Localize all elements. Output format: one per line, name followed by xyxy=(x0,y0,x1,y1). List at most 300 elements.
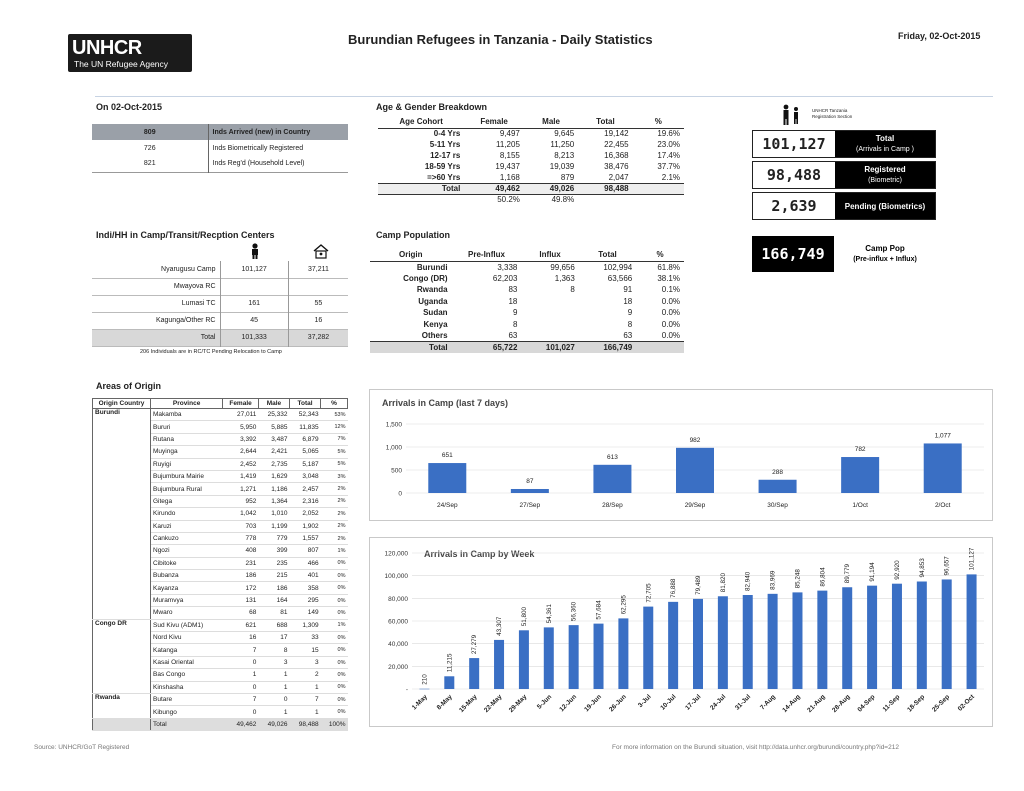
centers-title: Indi/HH in Camp/Transit/Recption Centers xyxy=(96,230,275,240)
area-male: 81 xyxy=(258,607,289,619)
report-date: Friday, 02-Oct-2015 xyxy=(898,31,981,41)
col-age-cohort: Age Cohort xyxy=(378,116,464,128)
area-pct: 12% xyxy=(321,421,348,433)
area-pct: 0% xyxy=(321,706,348,718)
area-female: 0 xyxy=(223,706,259,718)
age-cell xyxy=(633,194,684,205)
summary-label: Inds Reg'd (Household Level) xyxy=(212,160,305,168)
age-cell: 5-11 Yrs xyxy=(429,140,461,149)
summary-value: 726 xyxy=(92,140,208,156)
bar xyxy=(892,584,902,689)
age-cell: 49,026 xyxy=(524,183,578,194)
area-total: 1,902 xyxy=(290,520,321,532)
summary-label: Inds Biometrically Registered xyxy=(212,144,304,152)
center-individuals xyxy=(220,278,288,295)
area-male: 1 xyxy=(258,669,289,681)
area-pct: 0% xyxy=(321,570,348,582)
age-cell: 0-4 Yrs xyxy=(433,129,461,139)
camp-pop-cell: 0.0% xyxy=(661,319,680,329)
area-total: 1,557 xyxy=(290,532,321,544)
areas-table xyxy=(92,398,348,731)
data-label: 56,360 xyxy=(570,601,578,622)
centers-note: 206 Individuals are in RC/TC Pending Relocation to Camp xyxy=(140,349,282,355)
area-province: Muramvya xyxy=(151,594,223,606)
x-tick-label: 15-May xyxy=(458,693,479,715)
col-pct: % xyxy=(636,249,684,261)
area-male: 5,885 xyxy=(258,421,289,433)
bar xyxy=(593,465,631,493)
area-pct: 53% xyxy=(321,409,348,421)
area-female: 0 xyxy=(223,681,259,693)
age-cell xyxy=(378,194,464,205)
area-province: Muyinga xyxy=(151,446,223,458)
camp-pop-cell: Uganda xyxy=(418,296,448,306)
area-province: Cibitoke xyxy=(151,557,223,569)
camp-population-title: Camp Population xyxy=(376,230,450,240)
x-tick-label: 14-Aug xyxy=(781,693,802,714)
area-total: 3 xyxy=(290,656,321,668)
area-male: 3 xyxy=(258,656,289,668)
center-households: 37,282 xyxy=(288,329,348,346)
x-tick-label: 24-Jul xyxy=(709,693,728,712)
logo-mark: UNHCR xyxy=(72,37,142,59)
area-pct: 2% xyxy=(321,532,348,544)
area-male: 2,735 xyxy=(258,458,289,470)
bar xyxy=(759,480,797,493)
kpi-value: 101,127 xyxy=(762,135,826,153)
bar xyxy=(718,596,728,689)
x-tick-label: 31-Jul xyxy=(733,693,753,712)
camp-pop-cell: Kenya xyxy=(423,319,448,329)
area-male: 25,332 xyxy=(258,409,289,421)
area-total: 2,457 xyxy=(290,483,321,495)
kpi-sublabel: (Biometric) xyxy=(868,177,902,184)
area-female: 621 xyxy=(223,619,259,631)
camp-pop-cell: 63 xyxy=(508,331,518,340)
centers-row xyxy=(92,312,348,329)
area-pct: 2% xyxy=(321,495,348,507)
camp-pop-cell xyxy=(636,342,684,354)
age-gender-header xyxy=(378,116,684,128)
area-province: Kayanza xyxy=(151,582,223,594)
age-cell: =>60 Yrs xyxy=(427,172,461,182)
bar xyxy=(768,594,778,689)
area-male: 0 xyxy=(258,693,289,705)
x-tick-label: 10-Jul xyxy=(659,693,678,712)
area-total: 466 xyxy=(290,557,321,569)
y-tick-label: - xyxy=(405,686,408,694)
area-female: 778 xyxy=(223,532,259,544)
bar xyxy=(676,448,714,493)
area-province: Bubanza xyxy=(151,570,223,582)
camp-pop-cell: 91 xyxy=(623,285,633,295)
area-province: Bururi xyxy=(151,421,223,433)
area-total: 807 xyxy=(290,545,321,557)
col-male: Male xyxy=(258,399,289,409)
age-row xyxy=(378,128,684,139)
data-label: 94,853 xyxy=(918,558,926,578)
area-province: Rutana xyxy=(151,433,223,445)
x-tick-label: 27/Sep xyxy=(519,502,541,509)
x-tick-label: 02-Oct xyxy=(956,693,976,713)
data-label: 288 xyxy=(772,468,784,476)
summary-label: Inds Arrived (new) in Country xyxy=(208,124,348,140)
area-female: 1 xyxy=(223,669,259,681)
area-total: 3,048 xyxy=(290,470,321,482)
bar xyxy=(618,618,628,689)
camp-pop-cell: 63 xyxy=(623,331,633,340)
col-pre-influx: Pre-Influx xyxy=(452,249,522,261)
age-cell: 2,047 xyxy=(608,172,629,182)
area-total: 401 xyxy=(290,570,321,582)
age-cell: 11,205 xyxy=(496,140,520,149)
area-total-cell: 100% xyxy=(321,718,348,730)
age-cell: 50.2% xyxy=(464,194,524,205)
x-tick-label: 04-Sep xyxy=(856,693,877,714)
area-female: 186 xyxy=(223,570,259,582)
camp-pop-cell xyxy=(521,319,578,331)
col-female: Female xyxy=(223,399,259,409)
center-individuals: 45 xyxy=(220,312,288,329)
area-male: 1,629 xyxy=(258,470,289,482)
bar xyxy=(494,640,504,689)
area-total: 2 xyxy=(290,669,321,681)
chart-by-week xyxy=(369,537,993,727)
area-female: 16 xyxy=(223,632,259,644)
data-label: 87 xyxy=(526,477,534,485)
data-label: 51,800 xyxy=(520,607,528,627)
household-icon xyxy=(312,243,330,259)
summary-row xyxy=(92,140,348,156)
kpi-sublabel: (Arrivals in Camp ) xyxy=(856,146,914,153)
area-female: 952 xyxy=(223,495,259,507)
area-male: 1,010 xyxy=(258,508,289,520)
areas-header xyxy=(93,399,348,409)
area-province: Bujumbura Mairie xyxy=(151,470,223,482)
area-province: Cankuzo xyxy=(151,532,223,544)
kpi-total-arrivals xyxy=(752,130,936,158)
age-cell xyxy=(633,183,684,194)
y-tick-label: 40,000 xyxy=(388,641,408,649)
area-female: 7 xyxy=(223,693,259,705)
area-male: 3,487 xyxy=(258,433,289,445)
bar xyxy=(817,591,827,689)
header-divider xyxy=(95,96,993,97)
col-influx: Influx xyxy=(521,249,578,261)
x-tick-label: 29/Sep xyxy=(684,502,706,509)
summary-row xyxy=(92,156,348,172)
x-tick-label: 28/Sep xyxy=(602,502,623,509)
centers-row xyxy=(92,261,348,278)
data-label: 101,127 xyxy=(968,547,976,571)
area-total: 15 xyxy=(290,644,321,656)
bar xyxy=(743,595,753,689)
area-country: Congo DR xyxy=(93,619,151,693)
age-cell: 2.1% xyxy=(661,172,680,182)
data-label: 83,969 xyxy=(769,570,777,590)
area-total: 1 xyxy=(290,706,321,718)
col-province: Province xyxy=(151,399,223,409)
centers-row xyxy=(92,278,348,295)
age-cell: 16,368 xyxy=(604,151,629,160)
x-tick-label: 2/Oct xyxy=(934,502,951,509)
area-total: 1,309 xyxy=(290,619,321,631)
bar xyxy=(643,607,653,689)
area-pct: 2% xyxy=(321,520,348,532)
area-male: 2,421 xyxy=(258,446,289,458)
area-pct: 0% xyxy=(321,669,348,681)
data-label: 79,489 xyxy=(695,575,702,595)
camp-pop-cell: 0.0% xyxy=(661,331,680,340)
camp-pop-cell: Congo (DR) xyxy=(403,273,448,283)
bar xyxy=(867,586,877,689)
area-pct: 0% xyxy=(321,607,348,619)
area-pct: 0% xyxy=(321,632,348,644)
area-province: Mwaro xyxy=(151,607,223,619)
data-label: 82,940 xyxy=(744,571,752,592)
area-province: Katanga xyxy=(151,644,223,656)
area-pct: 0% xyxy=(321,594,348,606)
area-pct: 1% xyxy=(321,545,348,557)
bar xyxy=(967,574,977,689)
chart-last-7-days-svg xyxy=(370,390,992,520)
camp-pop-cell: 63,566 xyxy=(607,273,633,283)
footer-more-info: For more information on the Burundi situation, visit http://data.unhcr.org/burundi/country.php?id=212 xyxy=(612,744,899,751)
bar xyxy=(544,627,554,689)
data-label: 72,705 xyxy=(645,583,653,603)
area-province: Nord Kivu xyxy=(151,632,223,644)
area-female: 2,644 xyxy=(223,446,259,458)
y-tick-label: 1,500 xyxy=(385,421,402,429)
centers-total-row xyxy=(92,329,348,346)
x-tick-label: 8-May xyxy=(435,693,454,712)
kpi-label: Pending (Biometrics) xyxy=(844,201,926,211)
x-tick-label: 21-Aug xyxy=(806,693,827,714)
area-male: 8 xyxy=(258,644,289,656)
camp-pop-cell: 0.0% xyxy=(661,308,680,318)
bar xyxy=(942,579,952,689)
data-label: 96,657 xyxy=(943,556,951,576)
center-individuals: 101,127 xyxy=(220,261,288,278)
logo-tagline: The UN Refugee Agency xyxy=(74,59,169,69)
area-total: 7 xyxy=(290,693,321,705)
col-female: Female xyxy=(464,116,524,128)
camp-pop-cell xyxy=(521,307,578,319)
age-cell: 8,213 xyxy=(554,151,575,160)
x-tick-label: 5-Jun xyxy=(535,693,554,711)
area-total: 33 xyxy=(290,632,321,644)
camp-pop-cell: 9 xyxy=(512,308,518,318)
camp-pop-row xyxy=(370,261,684,273)
x-tick-label: 19-Jun xyxy=(583,693,603,714)
camp-pop-label: Camp Pop xyxy=(865,244,905,253)
area-female: 7 xyxy=(223,644,259,656)
center-name: Nyarugusu Camp xyxy=(161,265,216,273)
data-label: 62,295 xyxy=(620,595,628,615)
area-pct: 0% xyxy=(321,557,348,569)
bar xyxy=(792,592,802,689)
area-pct: 2% xyxy=(321,483,348,495)
y-tick-label: 0 xyxy=(398,490,402,498)
camp-pop-cell: 99,656 xyxy=(550,262,575,272)
camp-pop-cell: 62,203 xyxy=(492,273,518,283)
camp-pop-cell: 61.8% xyxy=(657,262,680,272)
summary-table xyxy=(92,124,348,173)
camp-pop-cell: 166,749 xyxy=(579,342,636,354)
camp-pop-row xyxy=(370,273,684,285)
area-country xyxy=(93,718,151,730)
col-origin-country: Origin Country xyxy=(93,399,151,409)
area-country: Burundi xyxy=(93,409,151,620)
area-pct: 5% xyxy=(321,458,348,470)
area-male: 1 xyxy=(258,706,289,718)
area-province: Bujumbura Rural xyxy=(151,483,223,495)
x-tick-label: 12-Jun xyxy=(558,693,579,714)
data-label: 43,307 xyxy=(496,616,504,636)
bar xyxy=(693,599,703,689)
areas-title: Areas of Origin xyxy=(96,381,162,391)
camp-population-table xyxy=(370,249,684,353)
summary-value: 809 xyxy=(92,124,208,140)
area-total: 6,879 xyxy=(290,433,321,445)
y-tick-label: 500 xyxy=(391,467,402,475)
kpi-value: 98,488 xyxy=(766,166,822,184)
x-tick-label: 30/Sep xyxy=(767,502,788,509)
col-total: Total xyxy=(578,116,632,128)
area-total-cell: Total xyxy=(151,718,223,730)
x-tick-label: 1-May xyxy=(410,693,429,712)
data-label: 81,820 xyxy=(719,573,727,593)
age-cell: 9,497 xyxy=(499,129,520,139)
camp-pop-cell: Rwanda xyxy=(416,285,448,295)
age-cell: 19.6% xyxy=(657,129,680,139)
bar xyxy=(841,457,879,493)
center-households: 55 xyxy=(288,295,348,312)
camp-pop-row xyxy=(370,319,684,331)
area-total-cell: 49,026 xyxy=(258,718,289,730)
x-tick-label: 26-Jun xyxy=(608,693,628,714)
bar xyxy=(842,587,852,689)
area-pct: 0% xyxy=(321,656,348,668)
col-total: Total xyxy=(290,399,321,409)
camp-pop-sublabel: (Pre-influx + Influx) xyxy=(853,256,917,263)
area-female: 1,271 xyxy=(223,483,259,495)
camp-pop-total-row xyxy=(370,342,684,354)
area-female: 131 xyxy=(223,594,259,606)
area-province: Bas Congo xyxy=(151,669,223,681)
centers-table xyxy=(92,261,348,347)
area-total: 149 xyxy=(290,607,321,619)
data-label: 210 xyxy=(421,674,429,685)
area-male: 164 xyxy=(258,594,289,606)
summary-value: 821 xyxy=(92,156,208,172)
bar xyxy=(511,489,549,493)
bar xyxy=(519,630,529,689)
area-pct: 0% xyxy=(321,681,348,693)
camp-pop-cell xyxy=(521,330,578,342)
age-gender-table xyxy=(378,116,684,205)
age-cell: 98,488 xyxy=(578,183,632,194)
chart-title: Arrivals in Camp (last 7 days) xyxy=(382,398,509,408)
bar xyxy=(444,676,454,689)
camp-population-header xyxy=(370,249,684,261)
camp-pop-row xyxy=(370,284,684,296)
age-cell: 8,155 xyxy=(499,151,520,160)
area-province: Sud Kivu (ADM1) xyxy=(151,619,223,631)
data-label: 982 xyxy=(689,436,701,444)
page-title: Burundian Refugees in Tanzania - Daily Statistics xyxy=(348,32,653,47)
area-row xyxy=(93,693,348,705)
area-female: 3,392 xyxy=(223,433,259,445)
age-cell: 49.8% xyxy=(524,194,578,205)
age-row xyxy=(378,139,684,150)
age-cell: 879 xyxy=(560,172,575,182)
area-row xyxy=(93,619,348,631)
camp-pop-cell: 9 xyxy=(627,308,633,318)
data-label: 89,779 xyxy=(844,563,852,584)
y-tick-label: 120,000 xyxy=(384,550,408,558)
area-total: 295 xyxy=(290,594,321,606)
area-province: Kirundo xyxy=(151,508,223,520)
camp-pop-cell: 8 xyxy=(512,319,518,329)
x-tick-label: 18-Sep xyxy=(906,693,927,714)
centers-row xyxy=(92,295,348,312)
center-households: 16 xyxy=(288,312,348,329)
camp-pop-cell: Burundi xyxy=(416,262,448,272)
age-cell: Total xyxy=(378,183,464,194)
camp-pop-cell: 3,338 xyxy=(497,262,518,272)
age-cell: 37.7% xyxy=(657,162,680,171)
data-label: 57,684 xyxy=(595,600,603,620)
area-pct: 0% xyxy=(321,582,348,594)
bar xyxy=(469,658,479,689)
camp-pop-box xyxy=(752,236,936,272)
y-tick-label: 80,000 xyxy=(388,595,408,603)
data-label: 613 xyxy=(606,453,618,461)
bar xyxy=(924,443,962,493)
center-name: Mwayova RC xyxy=(173,283,216,290)
area-female: 5,950 xyxy=(223,421,259,433)
area-male: 399 xyxy=(258,545,289,557)
area-female: 68 xyxy=(223,607,259,619)
center-name: Total xyxy=(92,329,220,346)
area-province: Kasai Oriental xyxy=(151,656,223,668)
x-tick-label: 22-May xyxy=(482,693,504,715)
unhcr-logo xyxy=(68,34,192,72)
camp-pop-row xyxy=(370,307,684,319)
kpi-label: Total xyxy=(875,134,895,143)
area-province: Kibungo xyxy=(151,706,223,718)
area-province: Makamba xyxy=(151,409,223,421)
area-pct: 3% xyxy=(321,470,348,482)
data-label: 76,888 xyxy=(670,578,678,598)
x-tick-label: 17-Jul xyxy=(684,693,703,712)
area-male: 688 xyxy=(258,619,289,631)
camp-pop-cell: Sudan xyxy=(423,308,448,318)
age-cell: 19,142 xyxy=(604,129,629,139)
area-female: 408 xyxy=(223,545,259,557)
camp-pop-row xyxy=(370,330,684,342)
area-total: 2,316 xyxy=(290,495,321,507)
area-total: 5,065 xyxy=(290,446,321,458)
age-cell: 17.4% xyxy=(657,151,680,160)
age-cell: 22,455 xyxy=(604,140,629,149)
bar xyxy=(569,625,579,689)
area-province: Gitega xyxy=(151,495,223,507)
area-province: Kinshasha xyxy=(151,681,223,693)
area-total-cell: 98,488 xyxy=(290,718,321,730)
data-label: 91,194 xyxy=(869,562,877,582)
